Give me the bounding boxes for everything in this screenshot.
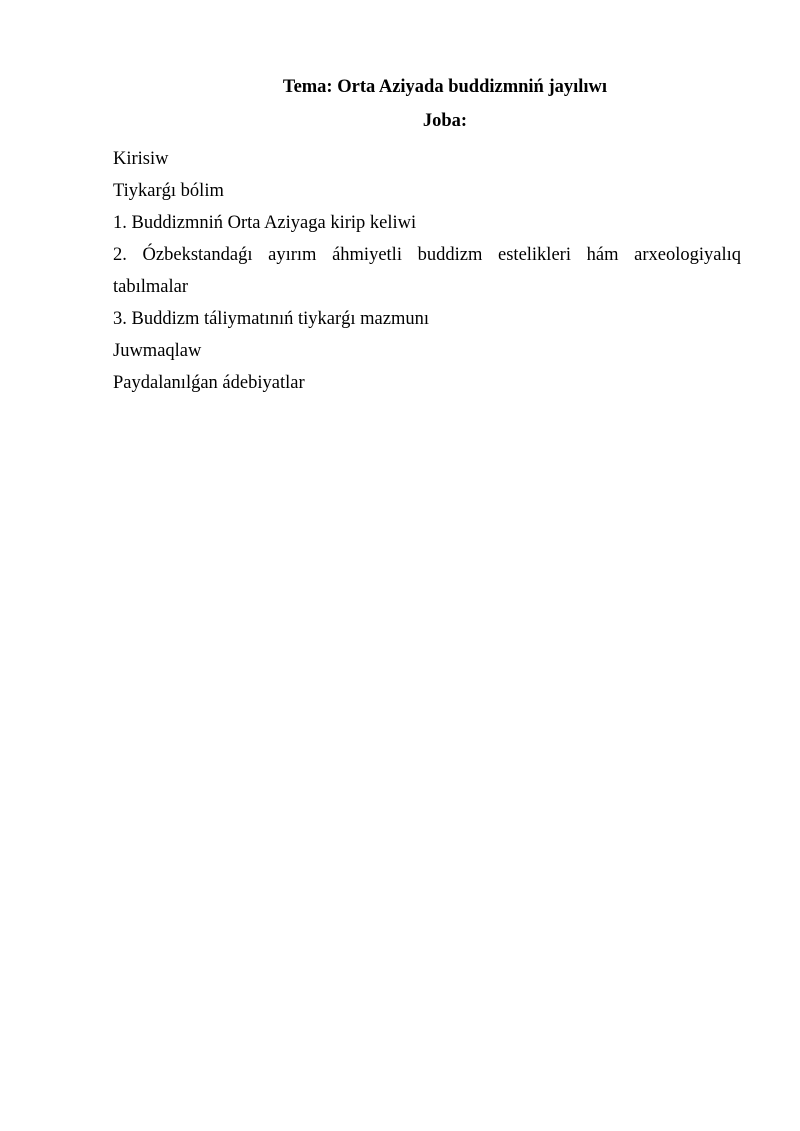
plan-item: Paydalanılǵan ádebiyatlar	[113, 373, 305, 393]
plan-item: Kirisiw	[113, 149, 169, 169]
document-subtitle: Joba:	[422, 111, 468, 131]
plan-item: 3. Buddizm táliymatınıń tiykarǵı mazmunı	[113, 309, 429, 329]
plan-item: 2. Ózbekstandaǵı ayırım áhmiyetli buddizm estelikleri hám arxeologiyalıq tabılmalar	[113, 245, 741, 297]
plan-item: 1. Buddizmniń Orta Aziyaga kirip keliwi	[113, 213, 417, 233]
plan-item: Tiykarǵı bólim	[113, 181, 224, 201]
document-title: Tema: Orta Aziyada buddizmniń jayılıwı	[282, 77, 608, 97]
plan-item: Juwmaqlaw	[113, 341, 202, 361]
plan-list	[113, 143, 741, 399]
